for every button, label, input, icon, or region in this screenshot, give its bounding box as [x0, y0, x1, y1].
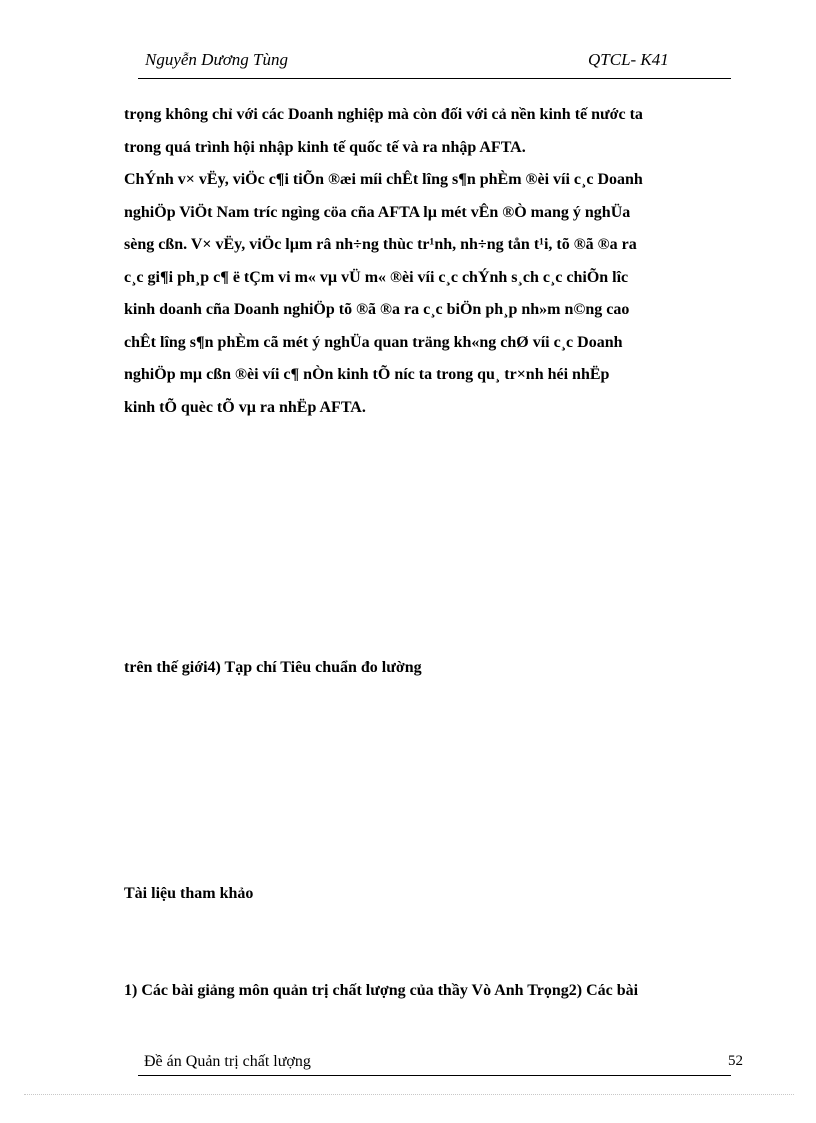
- paragraph-line: nghiÖp mµ cßn ®èi víi c¶ nÒn kinh tÕ níc ta trong qu¸ tr×nh héi nhËp: [124, 366, 610, 383]
- paragraph-line: nghiÖp ViÖt Nam tríc ngìng cöa cña AFTA lµ mét vÊn ®Ò mang ý nghÜa: [124, 203, 631, 221]
- page-bottom-edge: [24, 1094, 794, 1095]
- body-paragraph: [124, 99, 764, 424]
- page-number: 52: [728, 1053, 743, 1069]
- page-header: [138, 50, 731, 79]
- paragraph-line: kinh tÕ quèc tÕ vµ ra nhËp AFTA.: [124, 398, 366, 416]
- world-reference-line: trên thế giới4) Tạp chí Tiêu chuẩn đo lường: [124, 659, 422, 676]
- paragraph-line: chÊt lîng s¶n phÈm cã mét ý nghÜa quan träng kh«ng chØ víi c¸c Doanh: [124, 333, 623, 351]
- footer-title: Đề án Quản trị chất lượng: [144, 1053, 311, 1070]
- reference-item: 1) Các bài giảng môn quản trị chất lượng của thầy Vò Anh Trọng2) Các bài: [124, 982, 639, 999]
- paragraph-line: ChÝnh v× vËy, viÖc c¶i tiÕn ®æi míi chÊt lîng s¶n phÈm ®èi víi c¸c Doanh: [124, 171, 643, 188]
- paragraph-line: kinh doanh cña Doanh nghiÖp tõ ®ã ®a ra c¸c biÖn ph¸p nh»m n©ng cao: [124, 301, 630, 318]
- references-heading: Tài liệu tham khảo: [124, 885, 254, 902]
- paragraph-line: trọng không chỉ với các Doanh nghiệp mà còn đối với cả nền kinh tế nước ta: [124, 106, 643, 123]
- paragraph-line: c¸c gi¶i ph¸p c¶ ë tÇm vi m« vµ vÜ m« ®èi víi c¸c chÝnh s¸ch c¸c chiÕn lîc: [124, 268, 629, 286]
- header-class-code: QTCL- K41: [588, 50, 669, 69]
- paragraph-line: trong quá trình hội nhập kinh tế quốc tế và ra nhập AFTA.: [124, 138, 526, 156]
- page-footer: [138, 1053, 743, 1076]
- paragraph-line: sèng cßn. V× vËy, viÖc lµm râ nh÷ng thùc tr¹nh, nh÷ng tån t¹i, tõ ®ã ®a ra: [124, 236, 637, 253]
- header-author: Nguyễn Dương Tùng: [145, 50, 289, 69]
